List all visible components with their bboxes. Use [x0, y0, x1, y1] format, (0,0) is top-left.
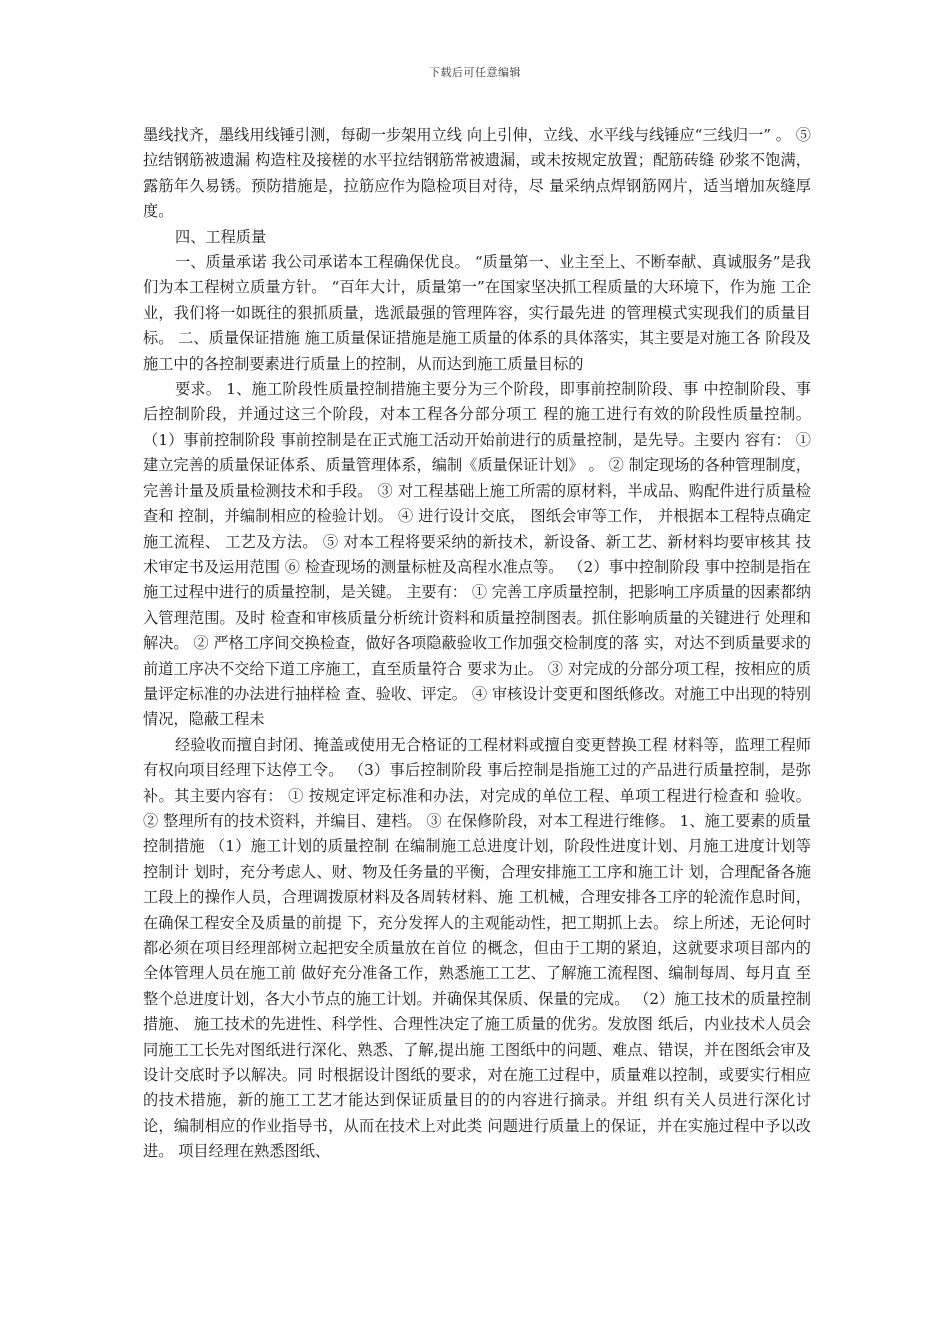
page-header: 下载后可任意编辑: [429, 66, 521, 79]
paragraph: 墨线找齐，墨线用线锤引测，每砌一步架用立线 向上引伸，立线、水平线与线锤应“三线归一” 。 ⑤拉结钢筋被遗漏 构造柱及接槎的水平拉结钢筋常被遗漏，或未按规定放置；配筋砖缝 砂浆不饱满，露筋年久易锈。预防措施是，拉筋应作为隐检项目对待，尽 量采纳点焊钢筋网片，适当增加灰缝厚度。: [143, 126, 811, 221]
paragraph: 要求。 1、施工阶段性质量控制措施主要分为三个阶段，即事前控制阶段、事 中控制阶段、事后控制阶段，并通过这三个阶段，对本工程各分部分项工 程的施工进行有效的阶段性质量控制。 （1）事前控制阶段 事前控制是在正式施工活动开始前进行的质量控制，是先导。主要内 容有： ① 建立完善的质量保证体系、质量管理体系，编制《质量保证计划》 。 ② 制定现场的各种管理制度，完善计量及质量检测技术和手段。 ③ 对工程基础上施工所需的原材料，半成品、购配件进行质量检查和 控制，并编制相应的检验计划。 ④ 进行设计交底， 图纸会审等工作， 并根据本工程特点确定施工流程、 工艺及方法。 ⑤ 对本工程将要采纳的新技术，新设备、新工艺、新材料均要审核其 技术审定书及运用范围 ⑥ 检查现场的测量标桩及高程水准点等。 （2）事中控制阶段 事中控制是指在施工过程中进行的质量控制，是关键。 主要有： ① 完善工序质量控制，把影响工序质量的因素都纳入管理范围。及时 检查和审核质量分析统计资料和质量控制图表。抓住影响质量的关键进行 处理和解决。 ② 严格工序间交换检查，做好各项隐蔽验收工作加强交检制度的落 实，对达不到质量要求的前道工序决不交给下道工序施工，直至质量符合 要求为止。 ③ 对完成的分部分项工程，按相应的质量评定标准的办法进行抽样检 查、验收、评定。 ④ 审核设计变更和图纸修改。对施工中出现的特别情况，隐蔽工程未: [143, 380, 811, 729]
paragraph: 经验收而擅自封闭、掩盖或使用无合格证的工程材料或擅自变更替换工程 材料等，监理工程师有权向项目经理下达停工令。 （3）事后控制阶段 事后控制是指施工过的产品进行质量控制，是弥补。其主要内容有： ① 按规定评定标准和办法，对完成的单位工程、单项工程进行检查和 验收。 ② 整理所有的技术资料，并编目、建档。 ③ 在保修阶段，对本工程进行维修。 1、施工要素的质量控制措施 （1）施工计划的质量控制 在编制施工总进度计划，阶段性进度计划、月施工进度计划等控制计 划时，充分考虑人、财、物及任务量的平衡，合理安排施工工序和施工计 划，合理配备各施工段上的操作人员，合理调拨原材料及各周转材料、施 工机械，合理安排各工序的轮流作息时间，在确保工程安全及质量的前提 下，充分发挥人的主观能动性，把工期抓上去。 综上所述，无论何时都必须在项目经理部树立起把安全质量放在首位 的概念，但由于工期的紧迫，这就要求项目部内的全体管理人员在施工前 做好充分准备工作，熟悉施工工艺、了解施工流程图、编制每周、每月直 至整个总进度计划，各大小节点的施工计划。并确保其保质、保量的完成。 （2）施工技术的质量控制措施、 施工技术的先进性、科学性、合理性决定了施工质量的优劣。发放图 纸后，内业技术人员会同施工工长先对图纸进行深化、熟悉、了解,提出施 工图纸中的问题、难点、错误，并在图纸会审及设计交底时予以解决。同 时根据设计图纸的要求，对在施工过程中，质量难以控制，或要实行相应 的技术措施，新的施工工艺才能达到保证质量目的的内容进行摘录。并组 织有关人员进行深化讨论，编制相应的作业指导书，从而在技术上对此类 问题进行质量上的保证，并在实施过程中予以改进。 项目经理在熟悉图纸、: [143, 735, 811, 1161]
section-heading: 四、工程质量: [175, 227, 267, 246]
paragraph: 一、质量承诺 我公司承诺本工程确保优良。 “质量第一、业主至上、不断奉献、真诚服务”是我们为本工程树立质量方针。 “百年大计，质量第一”在国家坚决抓工程质量的大环境下，作为施 工企业，我们将一如既往的狠抓质量，选派最强的管理阵容，实行最先进 的管理模式实现我们的质量目标。 二、质量保证措施 施工质量保证措施是施工质量的体系的具体落实，其主要是对施工各 阶段及施工中的各控制要素进行质量上的控制，从而达到施工质量目标的: [143, 253, 811, 373]
document-body: [143, 123, 811, 1165]
